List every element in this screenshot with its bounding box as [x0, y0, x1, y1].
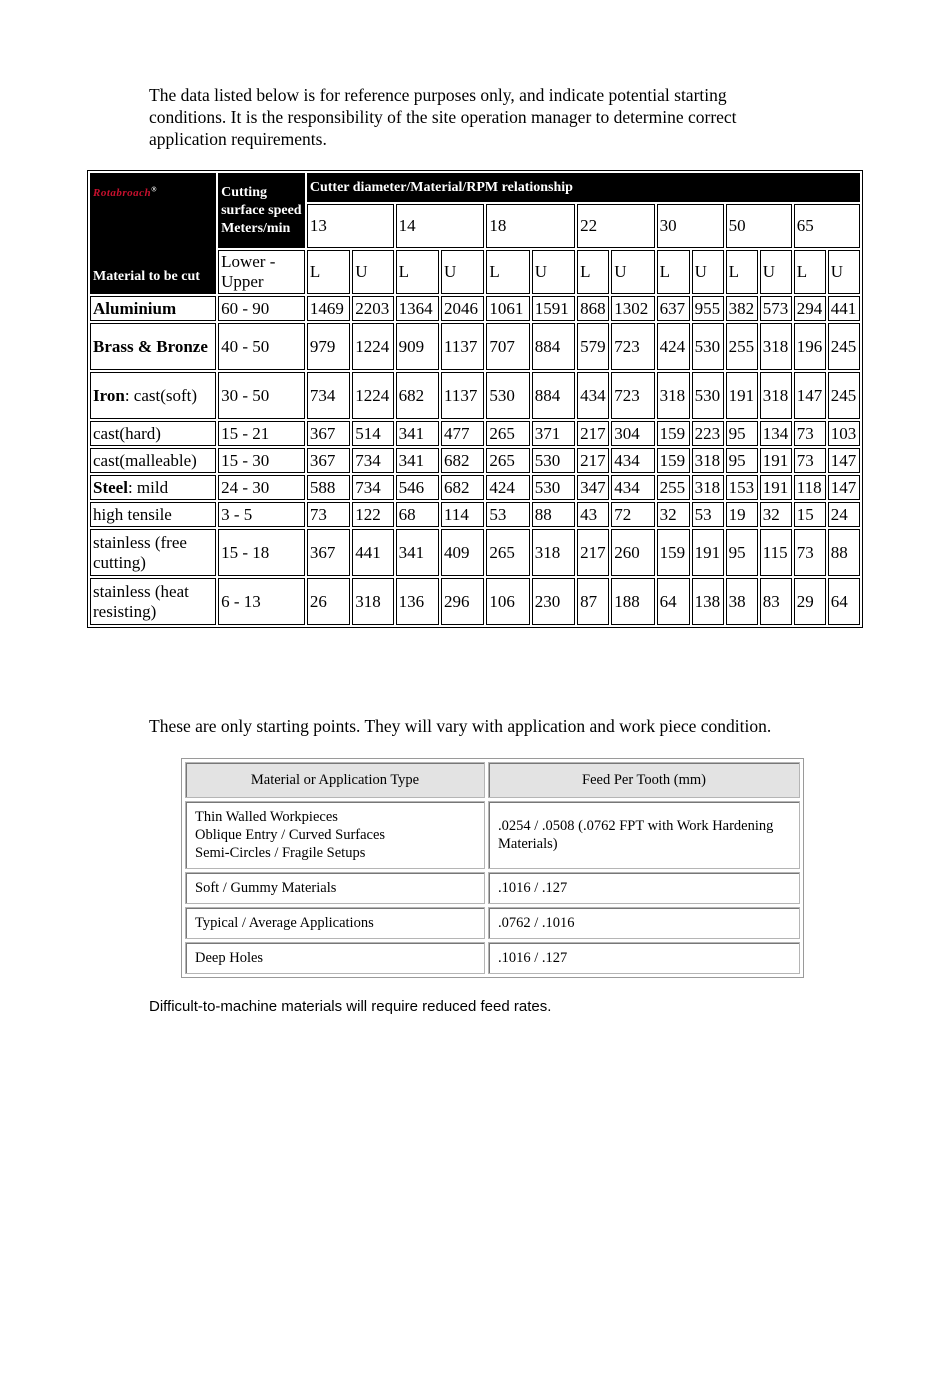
rpm-value-cell: 245	[828, 372, 860, 419]
rpm-value-cell: 723	[611, 372, 654, 419]
rpm-value-cell: 341	[396, 421, 439, 446]
material-cell	[90, 529, 216, 576]
rpm-value-cell: 637	[657, 296, 690, 321]
rpm-value-cell: 367	[307, 421, 350, 446]
material-cell	[90, 421, 216, 446]
material-header: Material to be cut	[93, 268, 200, 284]
feed-material-line: Thin Walled Workpieces	[195, 809, 338, 825]
speed-cell: 15 - 30	[218, 448, 305, 473]
feed-value-cell: .1016 / .127	[488, 872, 800, 904]
rpm-value-cell: 318	[692, 475, 724, 500]
intro-line: The data listed below is for reference purposes only, and indicate potential starting	[149, 85, 727, 105]
brand-logo: Rotabroach®	[93, 185, 157, 199]
material-detail: cast(malleable)	[93, 450, 197, 470]
rpm-value-cell: 1364	[396, 296, 439, 321]
rpm-value-cell: 53	[486, 502, 529, 527]
rpm-value-cell: 230	[532, 578, 575, 625]
rpm-value-cell: 2203	[352, 296, 393, 321]
material-detail: stainless (heat resisting)	[93, 581, 189, 621]
rpm-value-cell: 68	[396, 502, 439, 527]
table-row	[185, 872, 800, 904]
feed-material-line: Typical / Average Applications	[195, 915, 374, 931]
rpm-value-cell: 114	[441, 502, 484, 527]
rpm-value-cell: 32	[760, 502, 792, 527]
rpm-value-cell: 255	[657, 475, 690, 500]
rpm-value-cell: 1591	[532, 296, 575, 321]
table-row	[90, 323, 860, 370]
rpm-value-cell: 122	[352, 502, 393, 527]
rpm-value-cell: 72	[611, 502, 654, 527]
rpm-value-cell: 682	[396, 372, 439, 419]
diameter-header: 30	[657, 204, 724, 248]
rpm-value-cell: 159	[657, 529, 690, 576]
rpm-value-cell: 29	[794, 578, 826, 625]
rpm-value-cell: 73	[307, 502, 350, 527]
rpm-value-cell: 64	[657, 578, 690, 625]
rpm-value-cell: 1137	[441, 372, 484, 419]
rpm-value-cell: 191	[760, 448, 792, 473]
feed-value-cell: .0254 / .0508 (.0762 FPT with Work Hardening Materials)	[488, 801, 800, 869]
feed-material-line: Oblique Entry / Curved Surfaces	[195, 827, 386, 843]
rpm-value-cell: 106	[486, 578, 529, 625]
rpm-value-cell: 191	[692, 529, 724, 576]
rpm-value-cell: 530	[532, 448, 575, 473]
rpm-value-cell: 441	[352, 529, 393, 576]
rpm-value-cell: 153	[726, 475, 758, 500]
table-row	[185, 942, 800, 974]
speed-cell: 3 - 5	[218, 502, 305, 527]
table-row	[90, 529, 860, 576]
table-row	[185, 801, 800, 869]
rpm-value-cell: 265	[486, 448, 529, 473]
speed-cell: 6 - 13	[218, 578, 305, 625]
upper-label: U	[692, 250, 724, 294]
rpm-value-cell: 24	[828, 502, 860, 527]
diameter-header: 13	[307, 204, 394, 248]
rpm-value-cell: 95	[726, 421, 758, 446]
upper-label: U	[611, 250, 654, 294]
feed-material-cell	[185, 907, 485, 939]
lower-label: L	[657, 250, 690, 294]
table-row	[90, 372, 860, 419]
rpm-value-cell: 477	[441, 421, 484, 446]
rpm-value-cell: 573	[760, 296, 792, 321]
rpm-value-cell: 32	[657, 502, 690, 527]
table-row	[90, 502, 860, 527]
rpm-value-cell: 188	[611, 578, 654, 625]
relationship-header: Cutter diameter/Material/RPM relationship	[307, 173, 860, 202]
feed-material-line: Deep Holes	[195, 950, 264, 966]
material-name: Iron	[93, 385, 125, 405]
rpm-value-cell: 588	[307, 475, 350, 500]
rpm-value-cell: 265	[486, 421, 529, 446]
rpm-value-cell: 87	[577, 578, 609, 625]
speed-cell: 15 - 18	[218, 529, 305, 576]
table-row	[90, 296, 860, 321]
rpm-value-cell: 296	[441, 578, 484, 625]
rpm-value-cell: 318	[532, 529, 575, 576]
rpm-value-cell: 73	[794, 529, 826, 576]
rpm-value-cell: 424	[486, 475, 529, 500]
rpm-value-cell: 318	[760, 372, 792, 419]
rpm-value-cell: 424	[657, 323, 690, 370]
rpm-value-cell: 134	[760, 421, 792, 446]
material-cell	[90, 323, 216, 370]
material-detail: stainless (free cutting)	[93, 532, 187, 572]
rpm-value-cell: 95	[726, 448, 758, 473]
lower-label: L	[577, 250, 609, 294]
rpm-value-cell: 1061	[486, 296, 529, 321]
rpm-value-cell: 734	[307, 372, 350, 419]
rpm-value-cell: 707	[486, 323, 529, 370]
lower-label: L	[726, 250, 758, 294]
table-row	[90, 448, 860, 473]
intro-line: application requirements.	[149, 129, 327, 149]
rpm-value-cell: 723	[611, 323, 654, 370]
rpm-value-cell: 434	[577, 372, 609, 419]
rpm-value-cell: 318	[352, 578, 393, 625]
rpm-value-cell: 1469	[307, 296, 350, 321]
rpm-value-cell: 382	[726, 296, 758, 321]
rpm-value-cell: 304	[611, 421, 654, 446]
feed-header-feed: Feed Per Tooth (mm)	[488, 762, 800, 798]
upper-label: U	[532, 250, 575, 294]
diameter-header: 14	[396, 204, 485, 248]
material-cell	[90, 502, 216, 527]
rpm-value-cell: 15	[794, 502, 826, 527]
rpm-value-cell: 1137	[441, 323, 484, 370]
rpm-value-cell: 88	[532, 502, 575, 527]
rpm-value-cell: 223	[692, 421, 724, 446]
rpm-value-cell: 38	[726, 578, 758, 625]
feed-value-cell: .1016 / .127	[488, 942, 800, 974]
rpm-value-cell: 979	[307, 323, 350, 370]
rpm-value-cell: 318	[692, 448, 724, 473]
feed-material-line: Soft / Gummy Materials	[195, 880, 337, 896]
intro-line: conditions. It is the responsibility of the site operation manager to determine correct	[149, 107, 737, 127]
rpm-value-cell: 734	[352, 475, 393, 500]
rpm-value-cell: 579	[577, 323, 609, 370]
rpm-value-cell: 347	[577, 475, 609, 500]
rpm-value-cell: 245	[828, 323, 860, 370]
brand-header-cell	[90, 173, 216, 294]
material-detail: : cast(soft)	[124, 385, 198, 405]
rpm-value-cell: 530	[692, 372, 724, 419]
rpm-value-cell: 371	[532, 421, 575, 446]
material-name: Steel	[93, 477, 128, 497]
speed-cell: 15 - 21	[218, 421, 305, 446]
rpm-value-cell: 441	[828, 296, 860, 321]
rpm-value-cell: 341	[396, 448, 439, 473]
rpm-value-cell: 103	[828, 421, 860, 446]
speed-cell: 60 - 90	[218, 296, 305, 321]
rpm-value-cell: 530	[532, 475, 575, 500]
rpm-value-cell: 909	[396, 323, 439, 370]
material-name: Aluminium	[93, 298, 177, 318]
rpm-value-cell: 83	[760, 578, 792, 625]
upper-label: U	[760, 250, 792, 294]
rpm-value-cell: 530	[486, 372, 529, 419]
rpm-value-cell: 260	[611, 529, 654, 576]
feed-material-cell	[185, 942, 485, 974]
rpm-value-cell: 884	[532, 323, 575, 370]
table-row	[90, 578, 860, 625]
rpm-value-cell: 546	[396, 475, 439, 500]
rpm-value-cell: 159	[657, 448, 690, 473]
material-cell	[90, 578, 216, 625]
rpm-value-cell: 147	[794, 372, 826, 419]
rpm-value-cell: 409	[441, 529, 484, 576]
material-name: Brass & Bronze	[93, 336, 208, 356]
feed-material-cell	[185, 801, 485, 869]
rpm-value-cell: 53	[692, 502, 724, 527]
rpm-value-cell: 26	[307, 578, 350, 625]
rpm-value-cell: 191	[726, 372, 758, 419]
feed-material-line: Semi-Circles / Fragile Setups	[195, 845, 366, 861]
range-header: Lower - Upper	[218, 250, 305, 294]
diameter-header: 22	[577, 204, 654, 248]
rpm-value-cell: 318	[657, 372, 690, 419]
rpm-value-cell: 138	[692, 578, 724, 625]
rpm-value-cell: 43	[577, 502, 609, 527]
upper-label: U	[352, 250, 393, 294]
rpm-value-cell: 318	[760, 323, 792, 370]
difficult-materials-note: Difficult-to-machine materials will require reduced feed rates.	[149, 998, 552, 1015]
rpm-value-cell: 514	[352, 421, 393, 446]
rpm-value-cell: 530	[692, 323, 724, 370]
rpm-value-cell: 434	[611, 475, 654, 500]
material-cell	[90, 372, 216, 419]
rpm-value-cell: 73	[794, 448, 826, 473]
rpm-value-cell: 294	[794, 296, 826, 321]
rpm-value-cell: 115	[760, 529, 792, 576]
rpm-value-cell: 64	[828, 578, 860, 625]
rpm-value-cell: 159	[657, 421, 690, 446]
lower-label: L	[794, 250, 826, 294]
rpm-value-cell: 367	[307, 448, 350, 473]
rpm-value-cell: 1224	[352, 372, 393, 419]
rpm-value-cell: 95	[726, 529, 758, 576]
feed-table	[181, 758, 804, 978]
rpm-value-cell: 118	[794, 475, 826, 500]
speed-cell: 40 - 50	[218, 323, 305, 370]
upper-label: U	[441, 250, 484, 294]
table-row	[90, 475, 860, 500]
rpm-value-cell: 341	[396, 529, 439, 576]
rpm-value-cell: 955	[692, 296, 724, 321]
lower-label: L	[396, 250, 439, 294]
rpm-value-cell: 217	[577, 421, 609, 446]
rpm-value-cell: 434	[611, 448, 654, 473]
rpm-value-cell: 191	[760, 475, 792, 500]
rpm-value-cell: 19	[726, 502, 758, 527]
table-row	[90, 421, 860, 446]
intro-text	[149, 84, 829, 150]
speed-cell: 30 - 50	[218, 372, 305, 419]
upper-label: U	[828, 250, 860, 294]
starting-points-note: These are only starting points. They will vary with application and work piece condition.	[149, 716, 772, 736]
rpm-value-cell: 136	[396, 578, 439, 625]
rpm-value-cell: 1224	[352, 323, 393, 370]
rpm-value-cell: 147	[828, 448, 860, 473]
rpm-value-cell: 2046	[441, 296, 484, 321]
diameter-header: 65	[794, 204, 860, 248]
lower-label: L	[307, 250, 350, 294]
rpm-value-cell: 682	[441, 475, 484, 500]
material-detail: : mild	[127, 477, 169, 497]
table-row	[185, 907, 800, 939]
rpm-value-cell: 884	[532, 372, 575, 419]
diameter-header: 50	[726, 204, 792, 248]
rpm-value-cell: 734	[352, 448, 393, 473]
rpm-value-cell: 265	[486, 529, 529, 576]
rpm-value-cell: 147	[828, 475, 860, 500]
rpm-value-cell: 73	[794, 421, 826, 446]
rpm-table	[87, 170, 863, 628]
material-cell	[90, 475, 216, 500]
rpm-value-cell: 88	[828, 529, 860, 576]
material-detail: cast(hard)	[93, 423, 161, 443]
rpm-value-cell: 1302	[611, 296, 654, 321]
rpm-value-cell: 367	[307, 529, 350, 576]
rpm-value-cell: 255	[726, 323, 758, 370]
rpm-value-cell: 217	[577, 529, 609, 576]
material-detail: high tensile	[93, 504, 172, 524]
feed-header-material: Material or Application Type	[185, 762, 485, 798]
rpm-value-cell: 196	[794, 323, 826, 370]
rpm-value-cell: 217	[577, 448, 609, 473]
speed-cell: 24 - 30	[218, 475, 305, 500]
speed-header: Cutting surface speed Meters/min	[218, 173, 305, 248]
diameter-header: 18	[486, 204, 575, 248]
rpm-value-cell: 682	[441, 448, 484, 473]
material-cell	[90, 296, 216, 321]
feed-material-cell	[185, 872, 485, 904]
material-cell	[90, 448, 216, 473]
rpm-value-cell: 868	[577, 296, 609, 321]
lower-label: L	[486, 250, 529, 294]
feed-value-cell: .0762 / .1016	[488, 907, 800, 939]
